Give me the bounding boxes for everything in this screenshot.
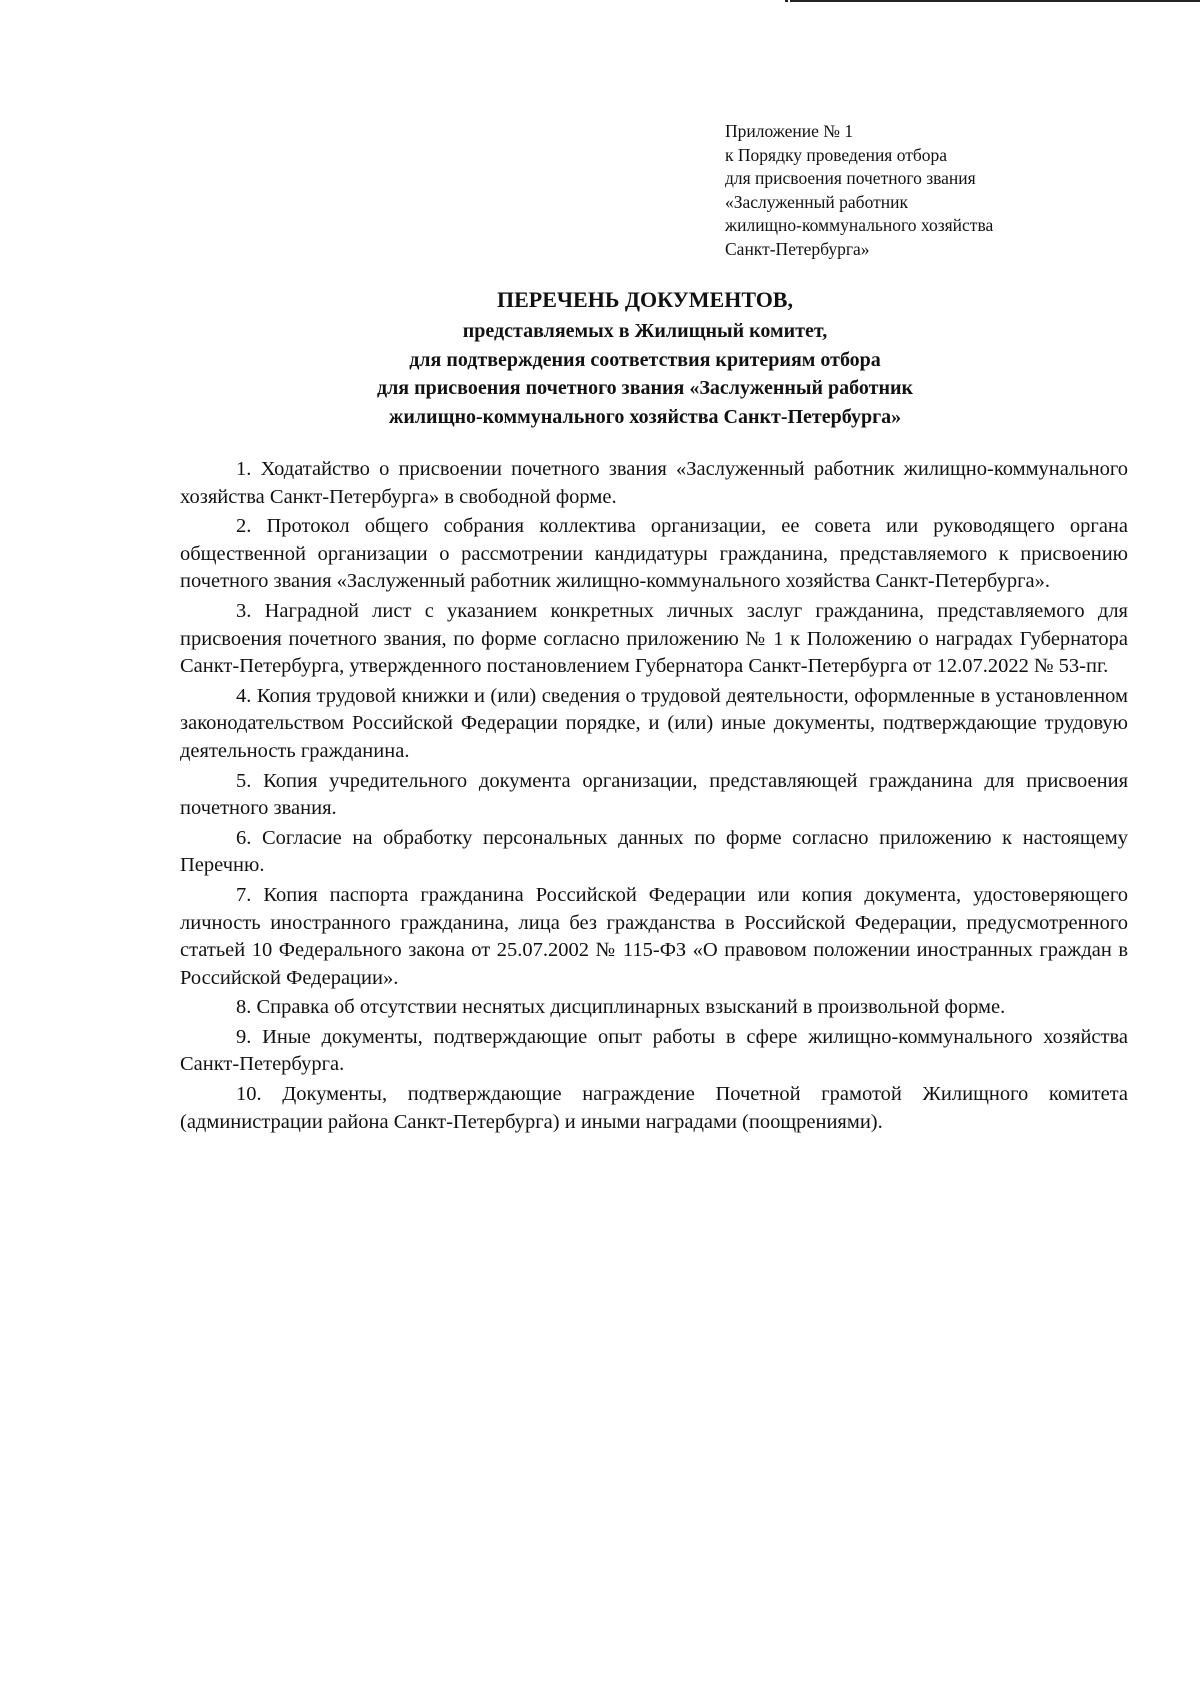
list-item: 8. Справка об отсутствии неснятых дисциплинарных взысканий в произвольной форме. [236,996,1006,1019]
list-item: 1. Ходатайство о присвоении почетного звания «Заслуженный работник жилищно-коммунального хозяйства Санкт-Петербурга» в свободной форме. [180,458,1128,508]
title-subline: представляемых в Жилищный комитет, [462,320,828,342]
appendix-line: жилищно-коммунального хозяйства [725,215,994,235]
list-item: 7. Копия паспорта гражданина Российской Федерации или копия документа, удостоверяющего личность иностранного гражданина, лица без гражданства в Российской Федерации, предусмотренного статьей 10 Федерального закона от 25.07.2002 № 115-ФЗ «О правовом положении иностранных граждан в Российской Федерации». [180,883,1128,989]
list-item: 6. Согласие на обработку персональных данных по форме согласно приложению к настоящему Перечню. [180,826,1128,877]
list-item: 5. Копия учредительного документа организации, представляющей гражданина для присвоения почетного звания. [180,769,1128,820]
title-subline: для подтверждения соответствия критериям отбора [409,348,881,371]
appendix-line: к Порядку проведения отбора [725,144,948,165]
title-subline: для присвоения почетного звания «Заслуженный работник [376,377,914,399]
list-item: 4. Копия трудовой книжки и (или) сведения о трудовой деятельности, оформленные в установленном законодательством Российской Федерации порядке, и (или) иные документы, подтверждающие трудовую деятельность гражданина. [180,684,1128,762]
scan-mark [785,0,788,2]
appendix-line: «Заслуженный работник [725,191,908,212]
list-item: 3. Наградной лист с указанием конкретных личных заслуг гражданина, представляемого для присвоения почетного звания, по форме согласно приложению № 1 к Положению о наградах Губернатора Санкт-Петербурга, утвержденного постановлением Губернатора Санкт-Петербурга от 12.07.2022 № 53-пг. [180,599,1128,678]
title-subline: жилищно-коммунального хозяйства Санкт-Петербурга» [388,405,902,428]
list-item: 9. Иные документы, подтверждающие опыт работы в сфере жилищно-коммунального хозяйства Санкт-Петербурга. [180,1025,1128,1076]
documents-list [180,456,1128,1138]
list-item: 10. Документы, подтверждающие награждение Почетной грамотой Жилищного комитета (администрации района Санкт-Петербурга) и иными наградами (поощрениями). [180,1083,1128,1133]
scan-edge-line [790,0,1200,2]
appendix-line: для присвоения почетного звания [725,168,976,188]
appendix-reference [725,120,1165,261]
appendix-line: Приложение № 1 [725,121,854,141]
document-title [160,286,1130,431]
appendix-line: Санкт-Петербурга» [725,238,870,259]
list-item: 2. Протокол общего собрания коллектива организации, ее совета или руководящего органа общественной организации о рассмотрении кандидатуры гражданина, представляемого к присвоению почетного звания «Заслуженный работник жилищно-коммунального хозяйства Санкт-Петербурга». [180,515,1128,593]
title-main: ПЕРЕЧЕНЬ ДОКУМЕНТОВ, [496,287,793,312]
